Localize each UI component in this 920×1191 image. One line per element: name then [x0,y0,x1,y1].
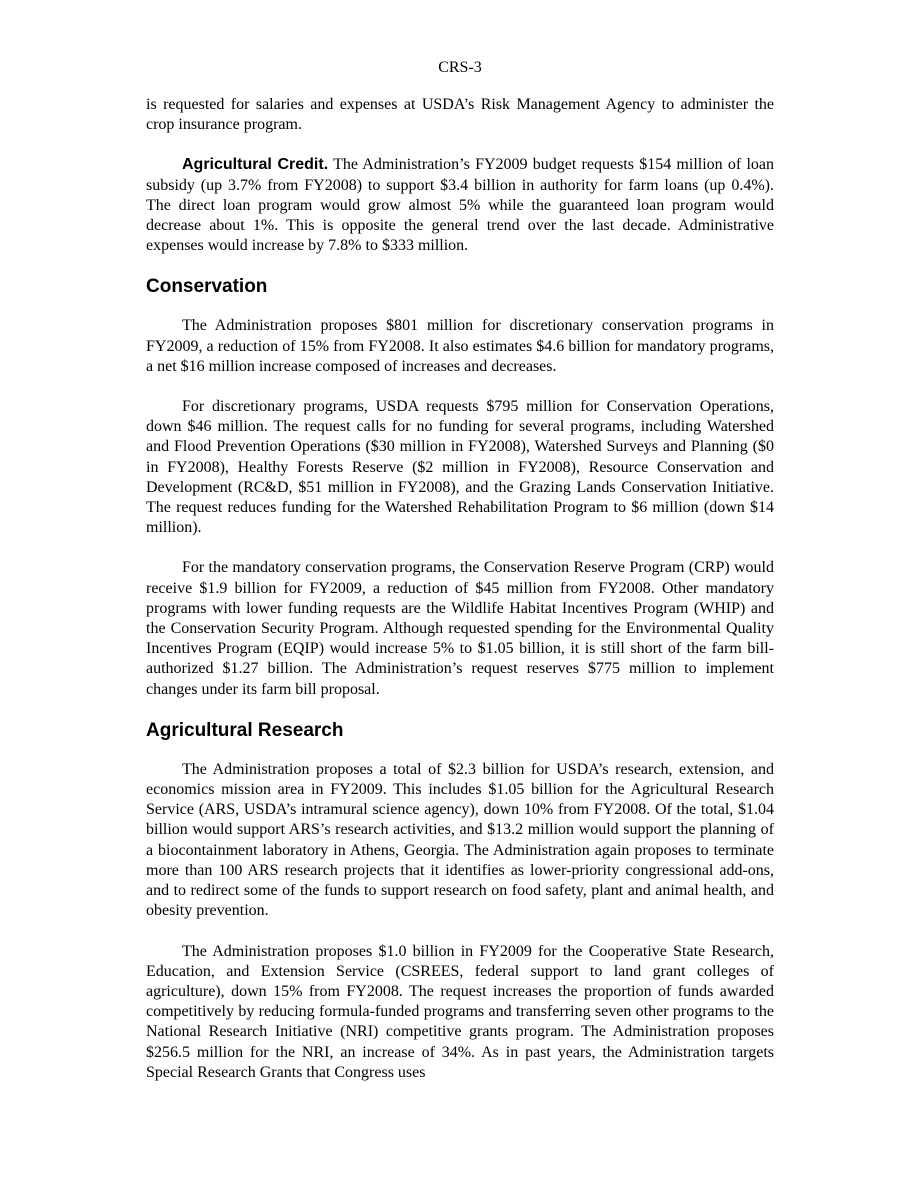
paragraph-agricultural-credit-text: The Administration’s FY2009 budget requests $154 million of loan subsidy (up 3.7% from FY2008) to support $3.4 billion in authority for farm loans (up 0.4%). The direct loan program would grow almost 5% while the guaranteed loan program would decrease about 1%. This is opposite the general trend over the last decade. Administrative expenses would increase by 7.8% to $333 million. [146,156,774,255]
paragraph-csrees: The Administration proposes $1.0 billion in FY2009 for the Cooperative State Research, Education, and Extension Service (CSREES, federal support to land grant colleges of agriculture), down 15% from FY2008. The request increases the proportion of funds awarded competitively by reducing formula-funded programs and transferring seven other programs to the National Research Initiative (NRI) competitive grants program. The Administration proposes $256.5 million for the NRI, an increase of 34%. As in past years, the Administration targets Special Research Grants that Congress uses [146,942,774,1081]
paragraph-conservation-overview: The Administration proposes $801 million for discretionary conservation programs in FY2009, a reduction of 15% from FY2008. It also estimates $4.6 billion for mandatory programs, a net $16 million increase composed of increases and decreases. [146,317,774,375]
section-heading-agricultural-research: Agricultural Research [146,719,344,741]
paragraph-discretionary-programs: For discretionary programs, USDA requests $795 million for Conservation Operations, down $46 million. The request calls for no funding for several programs, including Watershed and Flood Prevention Operations ($30 million in FY2008), Watershed Surveys and Planning ($0 in FY2008), Healthy Forests Reserve ($2 million in FY2008), Resource Conservation and Development (RC&D, $51 million in FY2008), and the Grazing Lands Conservation Initiative. The request reduces funding for the Watershed Rehabilitation Program to $6 million (down $14 million). [146,398,774,537]
section-heading-conservation: Conservation [146,276,268,298]
paragraph-crop-insurance: is requested for salaries and expenses at USDA’s Risk Management Agency to administer the crop insurance program. [146,96,774,134]
paragraph-research-overview: The Administration proposes a total of $2.3 billion for USDA’s research, extension, and economics mission area in FY2009. This includes $1.05 billion for the Agricultural Research Service (ARS, USDA’s intramural science agency), down 10% from FY2008. Of the total, $1.04 billion would support ARS’s research activities, and $13.2 million would support the planning of a biocontainment laboratory in Athens, Georgia. The Administration again proposes to terminate more than 100 ARS research projects that it identifies as lower-priority congressional add-ons, and to redirect some of the funds to support research on food safety, plant and animal health, and obesity prevention. [146,760,774,920]
document-body [146,95,774,1103]
paragraph-agricultural-credit [146,155,774,256]
page-number-header: CRS-3 [438,59,482,76]
runin-heading-agricultural-credit: Agricultural Credit. [182,156,329,174]
paragraph-mandatory-programs: For the mandatory conservation programs, the Conservation Reserve Program (CRP) would receive $1.9 billion for FY2009, a reduction of $45 million from FY2008. Other mandatory programs with lower funding requests are the Wildlife Habitat Incentives Program (WHIP) and the Conservation Security Program. Although requested spending for the Environmental Quality Incentives Program (EQIP) would increase 5% to $1.05 billion, it is still short of the farm bill-authorized $1.27 billion. The Administration’s request reserves $775 million to implement changes under its farm bill proposal. [146,559,774,698]
